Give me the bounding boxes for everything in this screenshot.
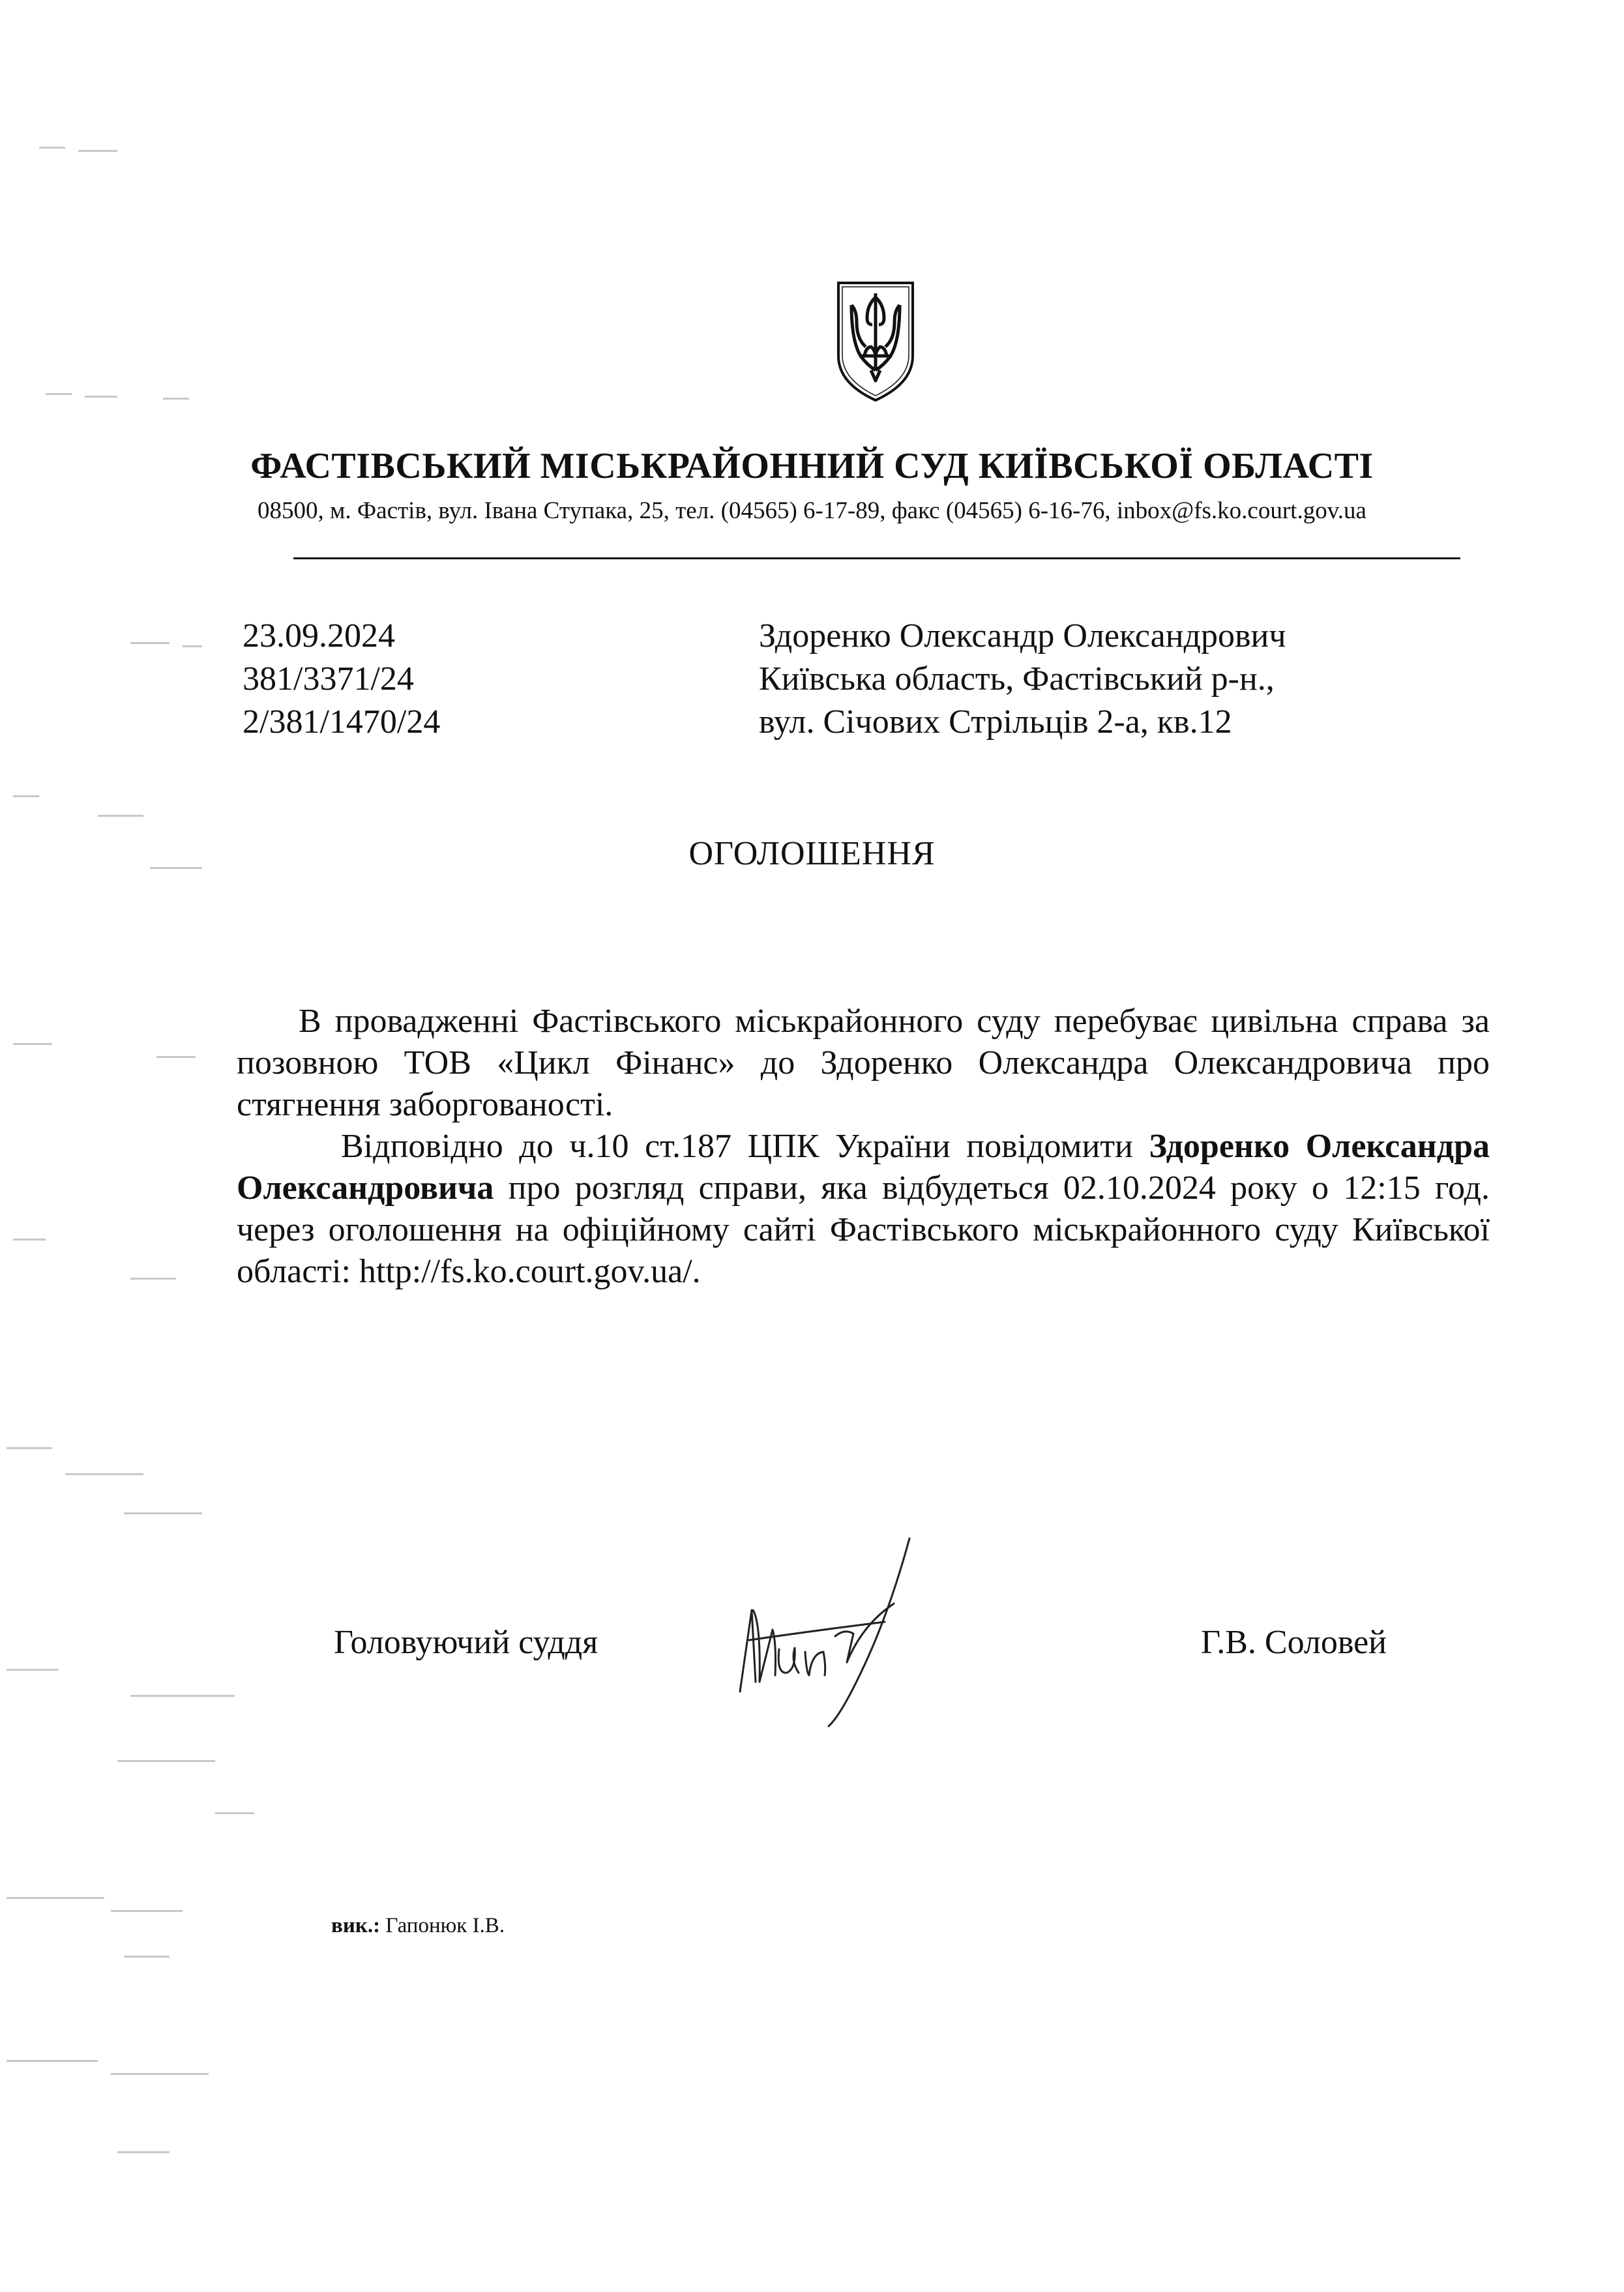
document-title: ОГОЛОШЕННЯ: [688, 835, 936, 872]
paragraph-2-start: Відповідно до ч.10 ст.187 ЦПК України повідомити: [341, 1128, 1149, 1165]
recipient-region: Київська область, Фастівський р-н.,: [759, 660, 1275, 698]
document-date: 23.09.2024: [243, 617, 395, 654]
executor: [331, 1914, 505, 1938]
header-divider: [293, 557, 1460, 559]
court-contacts: 08500, м. Фастів, вул. Івана Ступака, 25, тел. (04565) 6-17-89, факс (04565) 6-16-76, inbox@fs.ko.court.gov.ua: [258, 497, 1366, 524]
document-meta: [243, 615, 440, 744]
ukraine-trident-icon: [833, 279, 918, 403]
recipient-street: вул. Січових Стрільців 2-а, кв.12: [759, 703, 1232, 741]
announcement-body: [237, 1001, 1490, 1293]
recipient-address: [759, 615, 1286, 744]
recipient-name: Здоренко Олександр Олександрович: [759, 617, 1286, 654]
case-number: 2/381/1470/24: [243, 703, 441, 741]
paragraph-2: [237, 1126, 1490, 1293]
judge-name: Г.В. Соловей: [1201, 1624, 1387, 1661]
executor-label: вик.:: [331, 1914, 381, 1937]
paragraph-2-end: про розгляд справи, яка відбудеться 02.10.2024 року о 12:15 год. через оголошення на офіційному сайті Фастівського міськрайонного суду Київської області: http://fs.ko.court.gov.ua/.: [237, 1169, 1490, 1290]
court-name: ФАСТІВСЬКИЙ МІСЬКРАЙОННИЙ СУД КИЇВСЬКОЇ ОБЛАСТІ: [250, 446, 1374, 486]
outgoing-number: 381/3371/24: [243, 660, 414, 698]
executor-name: Гапонюк І.В.: [380, 1914, 505, 1937]
signature-icon: [714, 1512, 1014, 1747]
paragraph-1: В провадженні Фастівського міськрайонного суду перебуває цивільна справа за позовною ТОВ «Цикл Фінанс» до Здоренко Олександра Олександровича про стягнення заборгованості.: [237, 1003, 1490, 1123]
paragraph-2-defendant: Здоренко Олександра Олександровича: [237, 1128, 1490, 1207]
judge-position: Головуючий суддя: [334, 1624, 598, 1661]
